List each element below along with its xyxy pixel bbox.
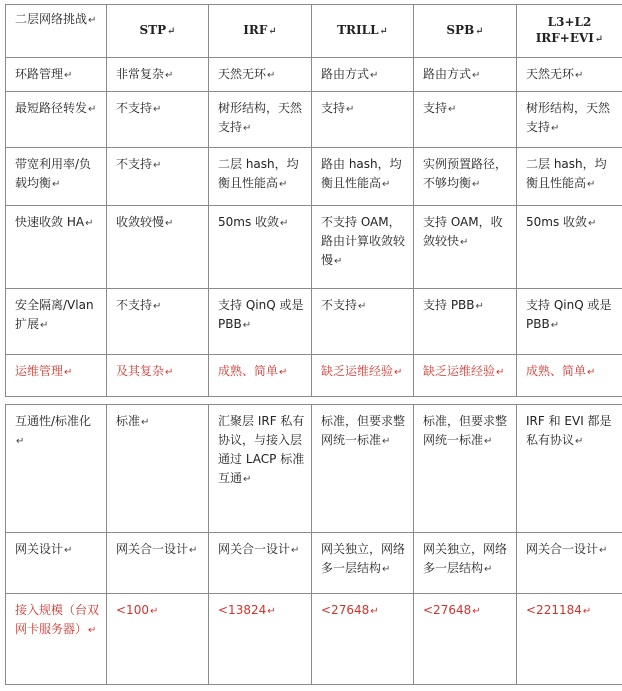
- row-label: 安全隔离/Vlan 扩展↵: [6, 289, 107, 355]
- cell: 支持 QinQ 或是 PBB↵: [209, 289, 312, 355]
- cell: 网关合一设计↵: [517, 533, 622, 594]
- cell: <221184↵: [517, 594, 622, 685]
- header-cell-spb: SPB↵: [414, 5, 517, 58]
- cell: 网关合一设计↵: [209, 533, 312, 594]
- header-cell-irf: IRF↵: [209, 5, 312, 58]
- cell: IRF 和 EVI 都是私有协议↵: [517, 405, 622, 533]
- cell: <13824↵: [209, 594, 312, 685]
- cell: <27648↵: [312, 594, 414, 685]
- row-loop-management: [6, 58, 622, 92]
- cell: 网关独立，网络多一层结构↵: [312, 533, 414, 594]
- cell: 路由方式↵: [414, 58, 517, 92]
- cell: 不支持 OAM，路由计算收敛较慢↵: [312, 206, 414, 289]
- header-cell-trill: TRILL↵: [312, 5, 414, 58]
- comparison-table-bottom: [5, 404, 622, 685]
- cell: 二层 hash，均衡且性能高↵: [209, 148, 312, 206]
- header-row: [6, 5, 622, 58]
- cell: 成熟、简单↵: [209, 355, 312, 397]
- row-label: 接入规模（台双网卡服务器）↵: [6, 594, 107, 685]
- row-label: 网关设计↵: [6, 533, 107, 594]
- cell: 成熟、简单↵: [517, 355, 622, 397]
- cell: 缺乏运维经验↵: [312, 355, 414, 397]
- cell: 天然无环↵: [517, 58, 622, 92]
- cell: 不支持↵: [107, 289, 209, 355]
- cell: 标准，但要求整网统一标准↵: [312, 405, 414, 533]
- cell: 非常复杂↵: [107, 58, 209, 92]
- cell: 天然无环↵: [209, 58, 312, 92]
- row-label: 互通性/标准化↵: [6, 405, 107, 533]
- row-access-scale: [6, 594, 622, 685]
- cell: 支持 OAM，收敛较快↵: [414, 206, 517, 289]
- cell: 二层 hash，均衡且性能高↵: [517, 148, 622, 206]
- row-operations: [6, 355, 622, 397]
- row-gateway-design: [6, 533, 622, 594]
- cell: 网关合一设计↵: [107, 533, 209, 594]
- cell: 支持↵: [414, 92, 517, 148]
- comparison-table-top: [5, 4, 622, 397]
- page-gap: [0, 397, 622, 404]
- cell: 树形结构，天然支持↵: [209, 92, 312, 148]
- header-corner-cell: 二层网络挑战↵: [6, 5, 107, 58]
- row-fast-convergence: [6, 206, 622, 289]
- cell: 支持 PBB↵: [414, 289, 517, 355]
- cell: 标准↵: [107, 405, 209, 533]
- row-label: 快速收敛 HA↵: [6, 206, 107, 289]
- row-label: 最短路径转发↵: [6, 92, 107, 148]
- cell: 50ms 收敛↵: [517, 206, 622, 289]
- cell: 不支持↵: [312, 289, 414, 355]
- row-interoperability: [6, 405, 622, 533]
- row-shortest-path: [6, 92, 622, 148]
- cell: 路由方式↵: [312, 58, 414, 92]
- cell: 支持↵: [312, 92, 414, 148]
- cell: 不支持↵: [107, 92, 209, 148]
- cell: 不支持↵: [107, 148, 209, 206]
- row-label: 运维管理↵: [6, 355, 107, 397]
- header-cell-l3l2: L3+L2 IRF+EVI↵: [517, 5, 622, 58]
- row-label: 带宽利用率/负载均衡↵: [6, 148, 107, 206]
- cell: 50ms 收敛↵: [209, 206, 312, 289]
- cell: 树形结构，天然支持↵: [517, 92, 622, 148]
- cell: <27648↵: [414, 594, 517, 685]
- cell: 汇聚层 IRF 私有协议，与接入层通过 LACP 标准互通↵: [209, 405, 312, 533]
- row-security-isolation: [6, 289, 622, 355]
- cell: 标准，但要求整网统一标准↵: [414, 405, 517, 533]
- header-cell-stp: STP↵: [107, 5, 209, 58]
- cell: 及其复杂↵: [107, 355, 209, 397]
- cell: 收敛较慢↵: [107, 206, 209, 289]
- cell: 支持 QinQ 或是 PBB↵: [517, 289, 622, 355]
- cell: 路由 hash，均衡且性能高↵: [312, 148, 414, 206]
- cell: 网关独立，网络多一层结构↵: [414, 533, 517, 594]
- row-bandwidth: [6, 148, 622, 206]
- cell: 实例预置路径，不够均衡↵: [414, 148, 517, 206]
- row-label: 环路管理↵: [6, 58, 107, 92]
- cell: 缺乏运维经验↵: [414, 355, 517, 397]
- cell: <100↵: [107, 594, 209, 685]
